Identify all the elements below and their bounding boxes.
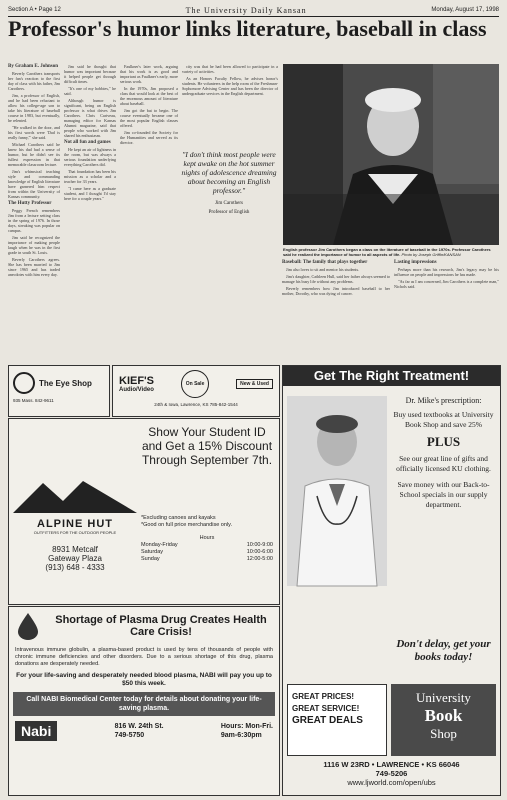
headline: Professor's humor links literature, baseball in class xyxy=(8,16,487,41)
kiefs-logo: KIEF'S xyxy=(119,375,155,387)
paragraph: That foundation has been his mission as a scholar and a teacher for 33 years. xyxy=(64,169,116,184)
pull-quote-name: Jim Carothers xyxy=(215,201,243,206)
logo-line-2: Book xyxy=(424,706,463,725)
hours-row xyxy=(141,542,273,549)
subhead: Not all fun and games xyxy=(64,140,111,145)
alpine-offer: Show Your Student ID and Get a 15% Discount Through September 7th. xyxy=(141,425,273,467)
hours-time: 10:00-6:00 xyxy=(246,549,273,555)
caption-text: English professor Jim Carothers began a class on the literature of baseball in the 1970s. Professor Carothers said he realized the importance of humor to all aspects of life. xyxy=(283,247,491,257)
kiefs-sub: Audio/Video xyxy=(119,387,154,393)
alpine-address-1: 8931 Metcalf xyxy=(52,545,98,554)
pull-quote-text: "I don't think most people were kept awake on the hot summer nights of adolescence dreaming about becoming an English professor." xyxy=(181,150,277,195)
subhead: The Hutty Professor xyxy=(8,201,52,206)
paragraph: Jim also loves to sit and mentor his students. xyxy=(286,267,360,272)
nabi-cta: For your life-saving and desperately needed blood plasma, NABI will pay you up to $50 this week. xyxy=(16,672,272,687)
blood-drop-icon xyxy=(13,611,43,641)
paragraph: Beverly remembers how Jim introduced baseball to her mother, Dorothy, who was dying of cancer. xyxy=(282,286,390,296)
article-column-2 xyxy=(64,64,116,260)
paragraph: Beverly Carothers agrees. She has been married to Jim since 1965 and has traded anecdotes with him every day. xyxy=(8,257,60,277)
great-service: GREAT SERVICE! xyxy=(292,704,360,713)
great-box xyxy=(287,684,387,756)
subhead: Baseball: The family that plays together xyxy=(282,260,368,265)
nabi-hours: 9am-6:30pm xyxy=(220,732,262,739)
section-label: Section A • Page 12 xyxy=(8,7,61,13)
nabi-body: Intravenous immune globulin, a plasma-based product is used by tens of thousands of people with chronic immune deficiencies and other disorders. Due to a serious shortage of this drug, plasma donations are desperately needed. xyxy=(15,647,273,667)
nabi-title: Shortage of Plasma Drug Creates Health Care Crisis! xyxy=(55,614,267,638)
paragraph: Beverly Carothers transports her fan's reaction to the first day of class with his father, Jim Carothers. xyxy=(8,71,60,91)
paragraph: As an Honors Faculty Fellow, he advises honor's students. He volunteers in the help room of the Freshman-Sophomore Advising Center and has been the director of undergraduate services in the English department. xyxy=(182,76,278,96)
kiefs-ad xyxy=(112,365,280,417)
nabi-banner: Call NABI Biomedical Center today for details about donating your life-saving plasma. xyxy=(13,692,275,716)
bookshop-url[interactable]: www.ljworld.com/open/ubs xyxy=(347,778,436,787)
paragraph: Faulkner's later work, arguing that his work is as good and important as Faulkner's early, more serious work. xyxy=(120,64,178,84)
logo-line-3: Shop xyxy=(430,726,457,741)
bookshop-title: Get The Right Treatment! xyxy=(283,366,500,386)
paragraph: "It's one of my hobbies," he said. xyxy=(64,86,116,96)
alpine-logo: ALPINE HUT xyxy=(37,518,113,530)
eye-shop-title: The Eye Shop xyxy=(39,378,92,388)
masthead: The University Daily Kansan xyxy=(185,5,307,15)
hours-day: Saturday xyxy=(141,549,164,555)
paragraph: Jim, a professor of English, and he had been reluctant to allow his college-age son to take his literature of baseball course in 1983, but eventually, he relented. xyxy=(8,93,60,123)
pull-quote xyxy=(181,150,277,245)
doctor-photo xyxy=(287,396,387,586)
article-column-3 xyxy=(120,64,178,260)
paragraph: Jim said he recognized the importance of making people laugh when he was in the first grade in south St. Louis. xyxy=(8,235,60,255)
paragraph: Jim's whimsical teaching style and commanding knowledge of English literature have garnered him respect from within the University of Kansas community. xyxy=(8,169,60,199)
nabi-phone: 749-5750 xyxy=(114,732,145,739)
paragraph: Jim got the bat to begin. The course eventually became one of the most popular English classes offered. xyxy=(120,108,178,128)
hours-label: Hours xyxy=(199,535,215,541)
rx-2: See our great line of gifts and officially licensed KU clothing. xyxy=(396,454,491,473)
hours-day: Sunday xyxy=(141,556,160,562)
eye-shop-address: 935 Mass. 842-9611 xyxy=(13,398,54,403)
subhead: Lasting impressions xyxy=(394,260,437,265)
bookshop-address: 1116 W 23RD • LAWRENCE • KS 66046 xyxy=(323,760,460,769)
rx-1: Buy used textbooks at University Book Shop and save 25% xyxy=(393,410,494,429)
alpine-fine-1: *Excluding canoes and kayaks xyxy=(141,515,216,521)
paragraph: "He walked in the door, and his first words were 'Dad is really funny,'" she said. xyxy=(8,125,60,140)
alpine-tagline: OUTFITTERS FOR THE OUTDOOR PEOPLE xyxy=(33,530,117,535)
hours-time: 10:00-9:00 xyxy=(246,542,273,548)
on-sale-badge: On Sale xyxy=(181,370,209,398)
kiefs-address: 24th & Iowa, Lawrence, KS 785-842-1544 xyxy=(154,402,238,407)
alpine-phone: (913) 648 - 4333 xyxy=(45,563,105,572)
article-column-6 xyxy=(394,258,499,358)
eye-logo-icon xyxy=(13,372,35,394)
hours-day: Monday-Friday xyxy=(141,542,178,548)
eye-shop-ad xyxy=(8,365,110,417)
bookshop-ad xyxy=(282,365,501,796)
paragraph: "As far as I am concerned, Jim Carothers is a complete man," Nichols said. xyxy=(394,279,499,289)
paragraph: Although humor is significant, being an English professor is what drives Jim Carothers. Chris Cariveau, managing editor for Kansas Alumni magazine, said that people who worked with Jim shared his enthusiasm. xyxy=(64,98,116,138)
bookshop-phone: 749-5206 xyxy=(375,769,408,778)
paragraph: Perhaps more than his research, Jim's legacy may be his influence on people and impressions he has made. xyxy=(394,267,499,277)
nabi-ad xyxy=(8,606,280,796)
paragraph: In the 1970s, Jim proposed a class that would look at the best of the enormous amount of literature about baseball. xyxy=(120,86,178,106)
nabi-address: 816 W. 24th St. xyxy=(114,723,164,730)
alpine-hut-ad xyxy=(8,418,280,605)
issue-date: Monday, August 17, 1998 xyxy=(431,7,499,13)
rx-title: Dr. Mike's prescription: xyxy=(405,396,482,405)
paragraph: Jim said he thought that humor was important because it helped people get through difficult times. xyxy=(64,64,116,84)
paragraph: city was that he had been allowed to participate in a variety of activities. xyxy=(182,64,278,74)
great-deals: GREAT DEALS xyxy=(292,715,363,726)
paragraph: Michael Carothers said he knew his dad had a sense of humor, but he didn't see its fullest expression in that memorable classroom lecture. xyxy=(8,142,60,167)
paragraph: Peggy French remembers Jim from a lecture setting class in the spring of 1976. In those days, streaking was popular on campus. xyxy=(8,208,60,233)
hours-row xyxy=(141,556,273,563)
byline: By Graham E. Johnson xyxy=(8,64,59,69)
rx-plus: PLUS xyxy=(426,434,461,449)
paragraph: Jim's daughter, Cathleen Hull, said her father always seemed to manage his busy life without any problems. xyxy=(282,274,390,284)
logo-line-1: University xyxy=(416,690,471,705)
article-column-4 xyxy=(182,64,278,148)
nabi-hours-label: Hours: Mon-Fri. xyxy=(220,723,273,730)
photo-credit: Photo by Joseph Griffin/KANSAN xyxy=(401,252,461,257)
nabi-logo: Nabi xyxy=(15,721,57,741)
photo-caption xyxy=(283,247,499,257)
dont-delay: Don't delay, get your books today! xyxy=(396,638,491,663)
bookshop-logo xyxy=(391,684,496,756)
new-used-badge: New & Used xyxy=(236,379,273,389)
alpine-fine-2: *Good on full price merchandise only. xyxy=(141,522,233,528)
mountain-logo-icon xyxy=(13,479,137,513)
paragraph: He kept an air of lightness in the room, but was always a serious foundation underlying everything Carothers did. xyxy=(64,147,116,167)
pull-quote-role: Professor of English xyxy=(208,210,250,215)
hours-time: 12:00-5:00 xyxy=(246,556,273,562)
hours-row xyxy=(141,549,273,556)
article-column-1 xyxy=(8,64,60,277)
professor-photo xyxy=(283,64,499,245)
article-column-5 xyxy=(282,258,390,358)
rx-3: Save money with our Back-to-School specials in our supply department. xyxy=(397,480,490,509)
paragraph: Jim co-founded the Society for the Humanities and served as its director. xyxy=(120,130,178,145)
alpine-address-2: Gateway Plaza xyxy=(48,554,102,563)
great-prices: GREAT PRICES! xyxy=(292,692,355,701)
paragraph: "I came here as a graduate student, and I thought I'd stay here for a couple years." xyxy=(64,186,116,201)
